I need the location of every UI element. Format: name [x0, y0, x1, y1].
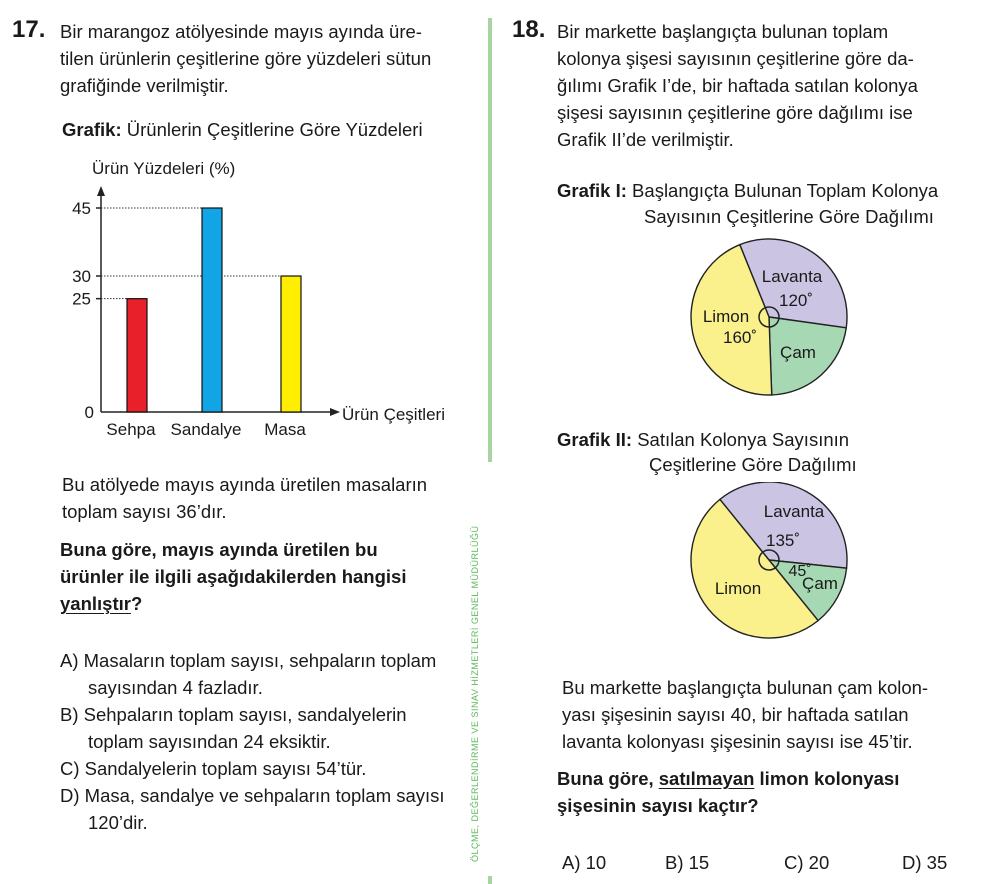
- info-line: toplam sayısı 36’dır.: [62, 501, 227, 522]
- pie2-label-cam: Çam: [802, 574, 838, 593]
- info-line: Bu markette başlangıçta bulunan çam kolon-: [562, 677, 929, 698]
- option-a-text: A) Masaların toplam sayısı, sehpaların toplam: [60, 650, 437, 671]
- prompt-line: [557, 765, 899, 792]
- pie1-label-lavanta: Lavanta: [761, 267, 823, 286]
- y-tick-label: 25: [72, 289, 91, 309]
- y-tick-label: 0: [84, 403, 94, 422]
- option-b-text: B) Sehpaların toplam sayısı, sandalyelerin: [60, 704, 407, 725]
- pie2-angle-lavanta: 135˚: [765, 531, 801, 550]
- y-tick-label: 30: [72, 267, 91, 286]
- bar-sandalye: [202, 208, 222, 412]
- prompt-line: ürünler ile ilgili aşağıdakilerden hangisi: [60, 566, 407, 587]
- x-tick-label: Masa: [264, 420, 306, 439]
- prompt-line: şişesinin sayısı kaçtır?: [557, 795, 759, 816]
- info-line: yası şişesinin sayısı 40, bir haftada satılan: [562, 704, 909, 725]
- chart-title-label: Grafik I:: [557, 180, 627, 201]
- x-axis-label: Ürün Çeşitleri: [342, 405, 445, 424]
- y-axis-arrow: [97, 186, 105, 196]
- pie2-label-lavanta: Lavanta: [763, 502, 825, 521]
- option-d[interactable]: [60, 782, 480, 836]
- question-18-info: [562, 674, 928, 755]
- pie1-label-limon: Limon: [702, 307, 750, 326]
- pie-chart-2: [680, 482, 860, 662]
- option-a[interactable]: [60, 647, 480, 701]
- question-17-options: [60, 647, 480, 836]
- option-a[interactable]: A) 10: [562, 852, 607, 873]
- pie1-angle-limon: 160˚: [722, 328, 758, 347]
- question-18-intro: [557, 18, 918, 153]
- option-b-text-cont: toplam sayısından 24 eksiktir.: [88, 731, 331, 752]
- question-17-intro: [60, 18, 431, 99]
- question-17-number: 17.: [12, 16, 46, 43]
- chart-title-label: Grafik II:: [557, 429, 633, 450]
- pie1-angle-lavanta: 120˚: [778, 291, 814, 310]
- y-axis-label: Ürün Yüzdeleri (%): [92, 159, 236, 178]
- intro-line: Grafik II’de verilmiştir.: [557, 129, 734, 150]
- option-c-text: C) Sandalyelerin toplam sayısı 54’tür.: [60, 758, 367, 779]
- x-axis-arrow: [330, 408, 340, 416]
- prompt-line: Buna göre, mayıs ayında üretilen bu: [60, 539, 378, 560]
- option-c[interactable]: C) 20: [784, 852, 830, 873]
- chart-title-text: Ürünlerin Çeşitlerine Göre Yüzdeleri: [121, 119, 423, 140]
- info-line: Bu atölyede mayıs ayında üretilen masaların: [62, 474, 428, 495]
- intro-line: kolonya şişesi sayısının çeşitlerine göre da-: [557, 48, 914, 69]
- question-17-info: [62, 471, 427, 525]
- intro-line: ğılımı Grafik I’de, bir haftada satılan kolonya: [557, 75, 918, 96]
- option-b[interactable]: B) 15: [665, 852, 710, 873]
- intro-line: tilen ürünlerin çeşitlerine göre yüzdeleri sütun: [60, 48, 432, 69]
- x-tick-label: Sandalye: [170, 420, 242, 439]
- prompt-start: Buna göre,: [557, 768, 659, 789]
- question-18-prompt: [557, 765, 899, 819]
- pie2-label-limon: Limon: [714, 579, 762, 598]
- prompt-end: ?: [130, 593, 143, 614]
- intro-line: Bir markette başlangıçta bulunan toplam: [557, 21, 889, 42]
- pie2-angle-cam: 45˚: [788, 563, 812, 580]
- prompt-rest: limon kolonyası: [754, 768, 900, 789]
- option-b[interactable]: [60, 701, 480, 755]
- option-d[interactable]: D) 35: [902, 852, 948, 873]
- column-divider-bottom: [488, 876, 492, 884]
- bar-chart-title: [62, 116, 423, 143]
- intro-line: şişesi sayısının çeşitlerine göre dağılımı ise: [557, 102, 913, 123]
- info-line: lavanta kolonyası şişesinin sayısı ise 45’tir.: [562, 731, 913, 752]
- y-tick-label: 45: [72, 199, 91, 218]
- pie-chart-2-title: [557, 426, 849, 453]
- option-d-text: D) Masa, sandalye ve sehpaların toplam sayısı: [60, 785, 445, 806]
- chart-title-label: Grafik:: [62, 119, 122, 140]
- chart-title-text: Başlangıçta Bulunan Toplam Kolonya: [626, 180, 939, 201]
- prompt-emphasis: yanlıştır: [60, 593, 131, 614]
- question-18-number: 18.: [512, 16, 546, 43]
- option-c[interactable]: [60, 755, 480, 782]
- option-d-text-cont: 120’dir.: [88, 812, 148, 833]
- bar-chart: [0, 150, 480, 450]
- bar-masa: [281, 276, 301, 412]
- option-a-text-cont: sayısından 4 fazladır.: [88, 677, 263, 698]
- prompt-line-last: [60, 590, 406, 617]
- x-tick-label: Sehpa: [106, 420, 156, 439]
- prompt-emphasis: satılmayan: [658, 768, 755, 789]
- column-divider-top: [488, 18, 492, 462]
- pie-chart-1-title: [557, 177, 938, 204]
- question-17-prompt: [60, 536, 406, 617]
- chart-title-text: Satılan Kolonya Sayısının: [632, 429, 850, 450]
- pie-chart-1: [680, 228, 860, 408]
- bar-sehpa: [127, 299, 147, 412]
- intro-line: grafiğinde verilmiştir.: [60, 75, 229, 96]
- pie-chart-1-title-cont: Sayısının Çeşitlerine Göre Dağılımı: [644, 206, 934, 227]
- pie1-label-cam: Çam: [780, 343, 816, 362]
- publisher-sidebar-text: ÖLÇME, DEĞERLENDİRME VE SINAV HİZMETLERİ GENEL MÜDÜRLÜĞÜ: [470, 525, 480, 862]
- intro-line: Bir marangoz atölyesinde mayıs ayında üre-: [60, 21, 422, 42]
- pie-chart-2-title-cont: Çeşitlerine Göre Dağılımı: [649, 454, 857, 475]
